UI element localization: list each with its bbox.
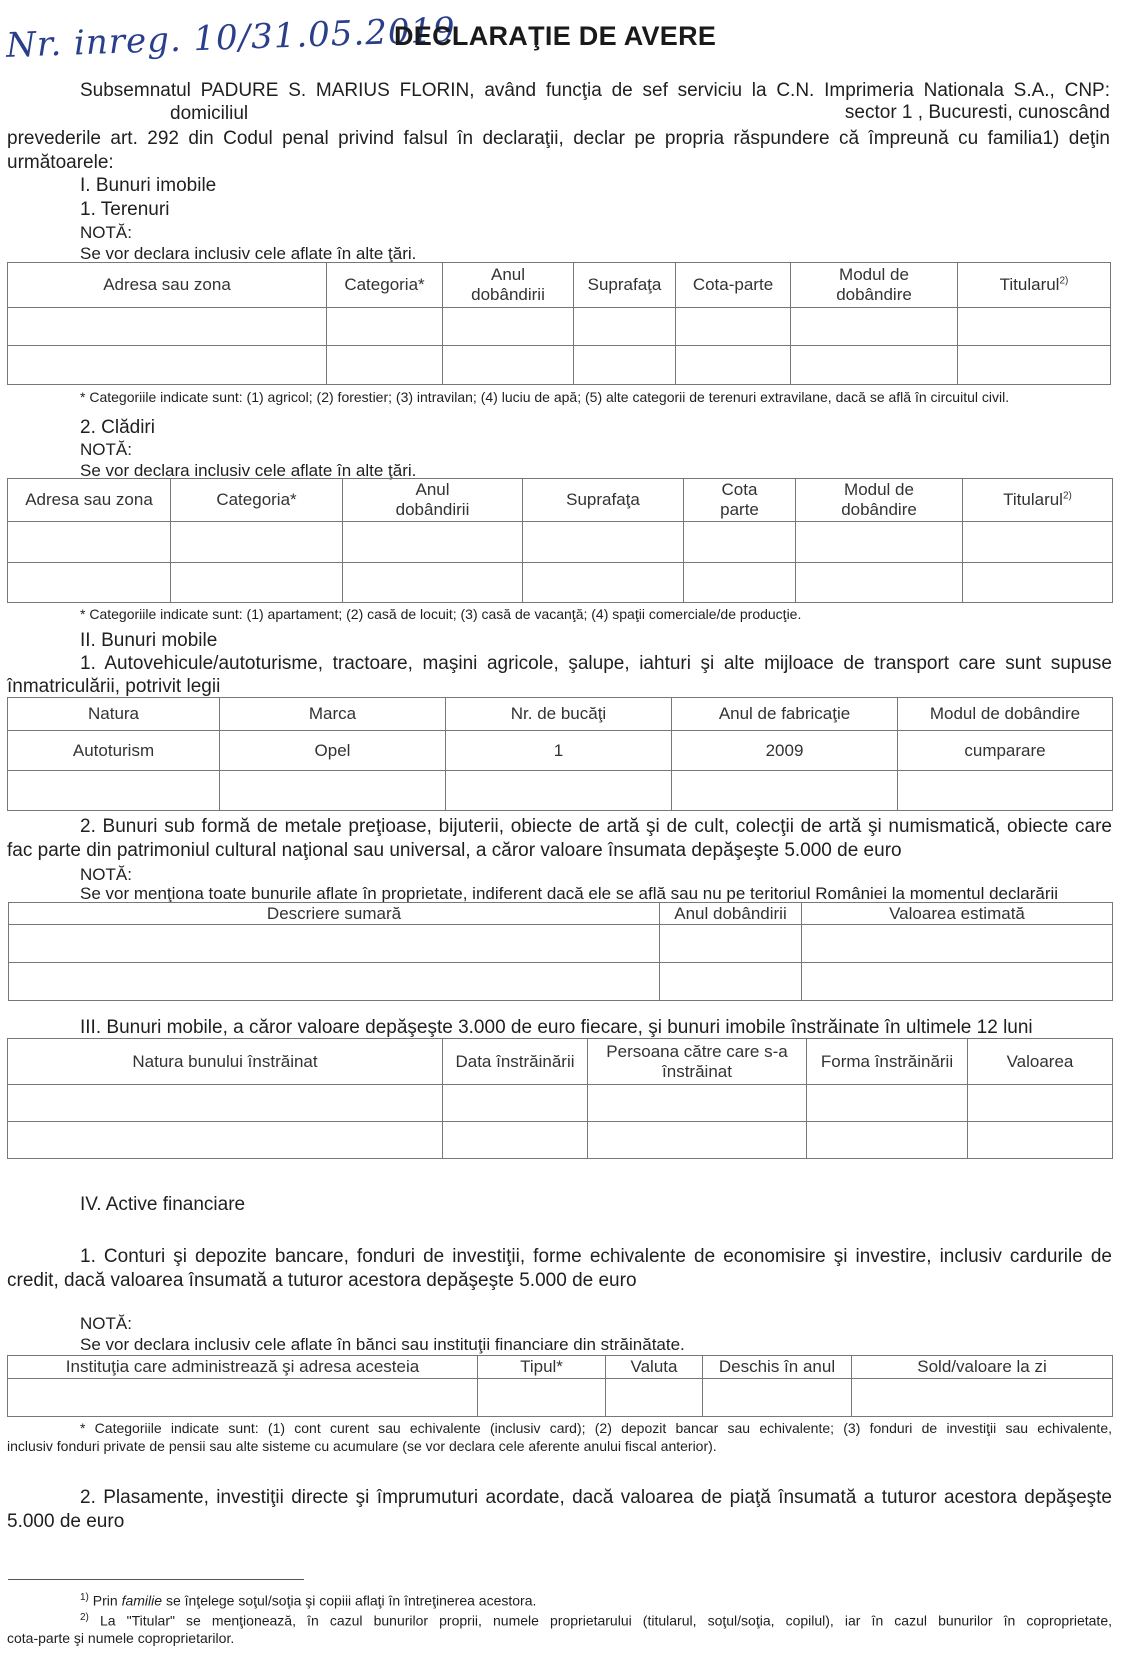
col-categoria: Categoria* — [171, 479, 343, 522]
col-data-instrainarii: Data înstrăinării — [443, 1039, 588, 1085]
cladiri-table — [7, 478, 1113, 603]
terenuri-footnote: * Categoriile indicate sunt: (1) agricol; (2) forestier; (3) intravilan; (4) luciu de apă; (5) alte categorii de terenuri extravilane, dacă se află în circuitul civil. — [80, 389, 1010, 405]
titular-sup: 2) — [1059, 275, 1069, 287]
footnote-1 — [80, 1593, 536, 1608]
intro-line-2a: domiciliul — [170, 103, 249, 124]
conturi-line-1: 1. Conturi şi depozite bancare, fonduri de investiţii, forme echivalente de economisire şi investire, inclusiv cardurile de — [80, 1246, 1112, 1267]
terenuri-table — [7, 262, 1111, 385]
cell-natura: Autoturism — [8, 731, 220, 771]
table-row — [8, 1379, 1113, 1417]
conturi-line-2: credit, dacă valoarea însumată a tuturor acestora depăşeşte 5.000 de euro — [7, 1270, 637, 1291]
col-deschis: Deschis în anul — [703, 1356, 852, 1379]
terenuri-heading: 1. Terenuri — [80, 199, 170, 220]
conturi-footnote-2: inclusiv fonduri private de pensii sau alte sisteme cu acumulare (se vor declara cele aferente anului fiscal anterior). — [7, 1438, 717, 1454]
col-persoana: Persoana către care s-a înstrăinat — [588, 1039, 807, 1085]
section-iii-heading: III. Bunuri mobile, a căror valoare depăşeşte 3.000 de euro fiecare, şi bunuri imobile înstrăinate în ultimele 12 luni — [80, 1017, 1033, 1038]
col-suprafata: Suprafaţa — [574, 263, 676, 308]
footnote-2-text: La "Titular" se menţionează, în cazul bunurilor proprii, numele proprietarului (titularul, soţul/soţia, copilul), iar în cazul bunurilor în coproprietate, — [100, 1612, 1112, 1629]
cladiri-nota: NOTĂ: — [80, 440, 132, 459]
cell-modul-dobandire: cumparare — [898, 731, 1113, 771]
cell-nr-bucati: 1 — [446, 731, 672, 771]
cladiri-heading: 2. Clădiri — [80, 417, 155, 438]
table-row — [9, 963, 1113, 1001]
col-valoarea: Valoarea estimată — [802, 903, 1113, 925]
footnote-1-italic: familie — [121, 1592, 163, 1609]
col-cota: Cota parte — [684, 479, 796, 522]
auto-line-2: înmatriculării, potrivit legii — [7, 676, 221, 697]
col-suprafata: Suprafaţa — [523, 479, 684, 522]
col-tipul: Tipul* — [478, 1356, 606, 1379]
titular-label: Titularul — [999, 275, 1060, 295]
table-header-row — [8, 698, 1113, 731]
col-valoarea: Valoarea — [968, 1039, 1113, 1085]
table-header-row — [8, 1039, 1113, 1085]
col-nr-bucati: Nr. de bucăţi — [446, 698, 672, 731]
footnote-2-line-2: cota-parte şi numele coproprietarilor. — [7, 1630, 235, 1646]
footnote-1-post: se înţelege soţul/soţia şi copiii aflaţi în întreţinerea acestora. — [162, 1592, 537, 1609]
col-natura: Natura — [8, 698, 220, 731]
intro-line-4: următoarele: — [7, 152, 114, 173]
cell-marca: Opel — [220, 731, 446, 771]
titular-sup: 2) — [1062, 490, 1072, 502]
footnote-2-line-1 — [80, 1612, 1112, 1629]
table-row — [8, 522, 1113, 563]
section-i-heading: I. Bunuri imobile — [80, 175, 217, 196]
metale-table — [8, 902, 1113, 1001]
intro-line-1: Subsemnatul PADURE S. MARIUS FLORIN, având funcţia de sef serviciu la C.N. Imprimeria Nationala S.A., CNP: — [80, 80, 1110, 101]
table-header-row — [8, 1356, 1113, 1379]
intro-line-3: prevederile art. 292 din Codul penal privind falsul în declaraţii, declar pe propria răspundere că împreună cu familia1) deţin — [7, 128, 1110, 149]
col-descriere: Descriere sumară — [9, 903, 660, 925]
table-row — [8, 308, 1111, 346]
titular-label: Titularul — [1003, 490, 1063, 510]
instrainate-table — [7, 1038, 1113, 1159]
table-header-row — [8, 263, 1111, 308]
col-modul: Modul de dobândire — [791, 263, 958, 308]
section-ii-heading: II. Bunuri mobile — [80, 630, 218, 651]
col-cota: Cota-parte — [676, 263, 791, 308]
footnote-1-mark: 1) — [80, 1592, 89, 1603]
conturi-nota: NOTĂ: — [80, 1314, 132, 1333]
col-valuta: Valuta — [606, 1356, 703, 1379]
plasamente-line-1: 2. Plasamente, investiţii directe şi împrumuturi acordate, dacă valoarea de piaţă însumată a tuturor acestora depăşeşte — [80, 1487, 1112, 1508]
auto-table — [7, 697, 1113, 811]
metale-nota-text: Se vor menţiona toate bunurile aflate în proprietate, indiferent dacă ele se află sau nu pe teritoriul României la momentul declarării — [80, 884, 1059, 903]
col-natura-bunului: Natura bunului înstrăinat — [8, 1039, 443, 1085]
table-row — [9, 925, 1113, 963]
terenuri-nota-text: Se vor declara inclusiv cele aflate în alte ţări. — [80, 244, 417, 263]
metale-nota: NOTĂ: — [80, 865, 132, 884]
table-row — [8, 771, 1113, 811]
col-institutia: Instituţia care administrează şi adresa acesteia — [8, 1356, 478, 1379]
table-row — [8, 731, 1113, 771]
col-adresa: Adresa sau zona — [8, 479, 171, 522]
auto-line-1: 1. Autovehicule/autoturisme, tractoare, maşini agricole, şalupe, iahturi şi alte mijloace de transport care sunt supuse — [80, 653, 1112, 674]
page-title: DECLARAŢIE DE AVERE — [394, 21, 717, 51]
col-modul: Modul de dobândire — [796, 479, 963, 522]
plasamente-line-2: 5.000 de euro — [7, 1511, 125, 1532]
cladiri-footnote: * Categoriile indicate sunt: (1) apartament; (2) casă de locuit; (3) casă de vacanţă; (4) spaţii comerciale/de producţie. — [80, 606, 802, 622]
col-anul: Anul dobândirii — [443, 263, 574, 308]
table-row — [8, 563, 1113, 603]
conturi-nota-text: Se vor declara inclusiv cele aflate în bănci sau instituţii financiare din străinătate. — [80, 1335, 685, 1354]
table-row — [8, 1122, 1113, 1159]
col-anul-fabricatie: Anul de fabricaţie — [672, 698, 898, 731]
metale-line-2: fac parte din patrimoniul cultural naţional sau universal, a căror valoare însumata depăşeşte 5.000 de euro — [7, 840, 902, 861]
section-iv-heading: IV. Active financiare — [80, 1194, 246, 1215]
registration-handwritten: Nr. inreg. 10/31.05.2019 — [5, 10, 457, 66]
col-anul-dobandirii: Anul dobândirii — [660, 903, 802, 925]
table-header-row — [9, 903, 1113, 925]
col-marca: Marca — [220, 698, 446, 731]
col-titular — [963, 479, 1113, 522]
col-adresa: Adresa sau zona — [8, 263, 327, 308]
footnote-separator — [8, 1579, 304, 1580]
metale-line-1: 2. Bunuri sub formă de metale preţioase, bijuterii, obiecte de artă şi de cult, colecţii de artă şi numismatică, obiecte care — [80, 816, 1112, 837]
footnote-1-pre: Prin — [92, 1592, 122, 1609]
table-row — [8, 1085, 1113, 1122]
col-modul-dobandire: Modul de dobândire — [898, 698, 1113, 731]
col-forma-instrainarii: Forma înstrăinării — [807, 1039, 968, 1085]
col-categoria: Categoria* — [327, 263, 443, 308]
table-row — [8, 346, 1111, 385]
col-sold: Sold/valoare la zi — [852, 1356, 1113, 1379]
conturi-footnote-1: * Categoriile indicate sunt: (1) cont curent sau echivalente (inclusiv card); (2) depozit bancar sau echivalente; (3) fonduri de investiţii sau echivalente, — [80, 1420, 1112, 1436]
footnote-2-mark: 2) — [80, 1612, 89, 1623]
col-titular — [958, 263, 1111, 308]
terenuri-nota: NOTĂ: — [80, 223, 132, 242]
cell-anul-fabricatie: 2009 — [672, 731, 898, 771]
table-header-row — [8, 479, 1113, 522]
intro-line-2b: sector 1 , Bucuresti, cunoscând — [844, 102, 1110, 123]
cladiri-nota-text: Se vor declara inclusiv cele aflate în alte ţări. — [80, 461, 417, 480]
col-anul: Anul dobândirii — [343, 479, 523, 522]
conturi-table — [7, 1355, 1113, 1417]
